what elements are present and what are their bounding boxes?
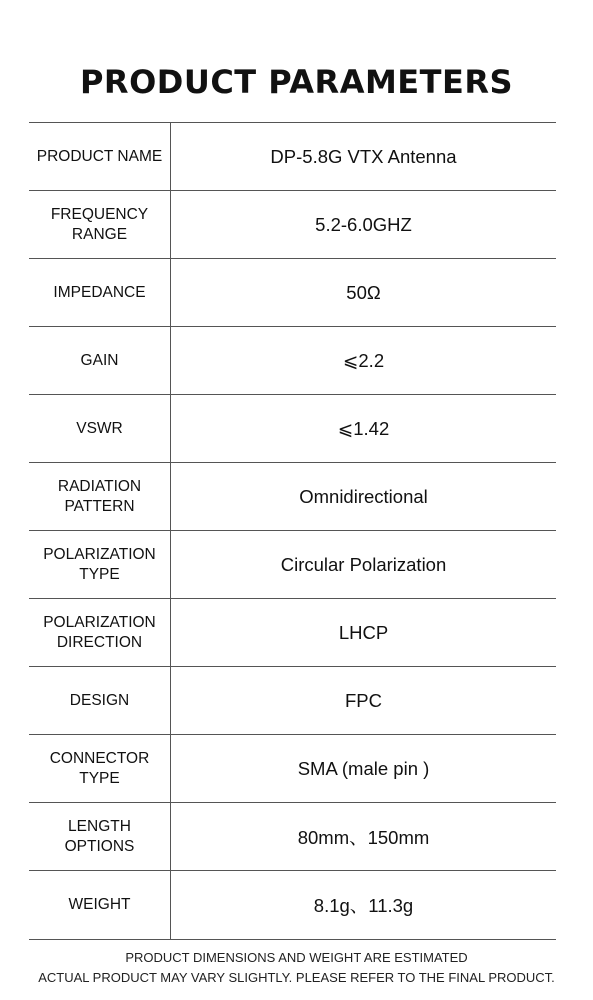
table-row (29, 123, 556, 191)
page-title: PRODUCT PARAMETERS (79, 63, 514, 101)
param-label: POLARIZATION TYPE (29, 531, 171, 598)
param-value: ⩽1.42 (337, 417, 390, 439)
param-value: FPC (345, 689, 382, 711)
table-row (29, 735, 556, 803)
param-label: DESIGN (29, 667, 171, 734)
param-label: FREQUENCY RANGE (29, 191, 171, 258)
param-label: PRODUCT NAME (29, 123, 171, 190)
param-value: SMA (male pin ) (297, 757, 430, 779)
param-value: 8.1g、11.3g (313, 895, 414, 916)
param-label: LENGTH OPTIONS (29, 803, 171, 870)
parameters-table (29, 122, 556, 940)
param-value: 80mm、150mm (297, 826, 430, 848)
table-row (29, 327, 556, 395)
param-label: CONNECTOR TYPE (29, 735, 171, 802)
param-value: ⩽2.2 (342, 349, 385, 371)
table-row (29, 531, 556, 599)
param-value: 5.2-6.0GHZ (315, 213, 412, 235)
param-value: LHCP (338, 621, 389, 643)
disclaimer (0, 948, 593, 988)
table-row (29, 667, 556, 735)
param-label: VSWR (29, 395, 171, 462)
table-row (29, 259, 556, 327)
table-row (29, 803, 556, 871)
param-value: Omnidirectional (299, 485, 428, 507)
param-label: POLARIZATION DIRECTION (29, 599, 171, 666)
param-label: GAIN (29, 327, 171, 394)
table-row (29, 463, 556, 531)
param-value: 50Ω (346, 281, 381, 303)
param-value: Circular Polarization (280, 553, 447, 575)
param-label: IMPEDANCE (29, 259, 171, 326)
disclaimer-line-2: ACTUAL PRODUCT MAY VARY SLIGHTLY. PLEASE REFER TO THE FINAL PRODUCT. (38, 970, 555, 985)
param-label: WEIGHT (29, 871, 171, 939)
table-row (29, 599, 556, 667)
table-row (29, 395, 556, 463)
table-row (29, 871, 556, 940)
param-label: RADIATION PATTERN (29, 463, 171, 530)
disclaimer-line-1: PRODUCT DIMENSIONS AND WEIGHT ARE ESTIMATED (125, 950, 468, 965)
param-value: DP-5.8G VTX Antenna (270, 145, 457, 167)
table-row (29, 191, 556, 259)
